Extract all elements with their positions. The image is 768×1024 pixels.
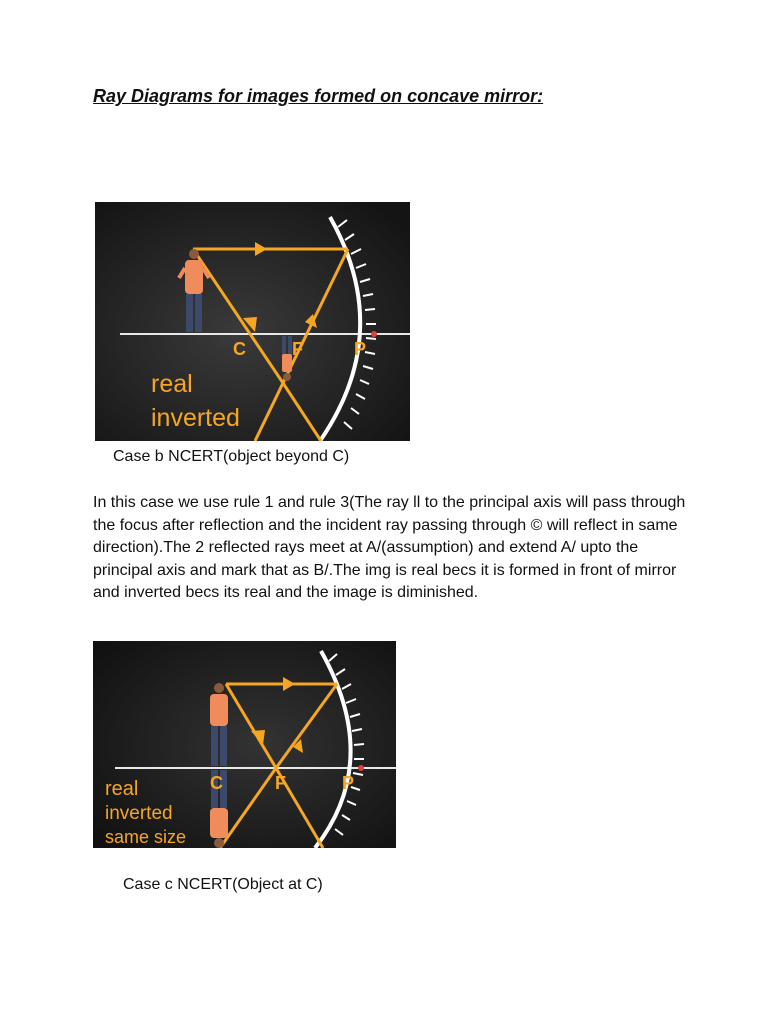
figure-caption-case-b: Case b NCERT(object beyond C) [113, 448, 350, 465]
page-title: Ray Diagrams for images formed on concave mirror: [93, 86, 544, 106]
explanation-paragraph: In this case we use rule 1 and rule 3(The ray ll to the principal axis will pass through the focus after reflection and the incident ray passing through © will reflect in same direction).The 2 reflected rays meet at A/(assumption) and extend A/ upto the principal axis and mark that as B/.The img is real becs it is formed in front of mirror and inverted becs its real and the image is diminished. [93, 494, 686, 601]
figure-caption-case-c: Case c NCERT(Object at C) [123, 876, 323, 893]
pole-dot [371, 331, 377, 337]
ray-diagram-case-b [95, 202, 410, 441]
ray-diagram-case-c [93, 641, 396, 848]
label-p: P [354, 339, 367, 359]
tag-real: real [105, 778, 139, 800]
label-c: C [233, 339, 246, 359]
pole-dot [358, 765, 364, 771]
label-p: P [342, 773, 355, 793]
label-f: F [292, 339, 303, 359]
tag-real: real [151, 370, 193, 398]
tag-same-size: same size [105, 827, 187, 847]
tag-inverted: inverted [105, 803, 173, 824]
tag-inverted: inverted [151, 404, 240, 432]
label-c: C [210, 773, 223, 793]
label-f: F [275, 773, 286, 793]
